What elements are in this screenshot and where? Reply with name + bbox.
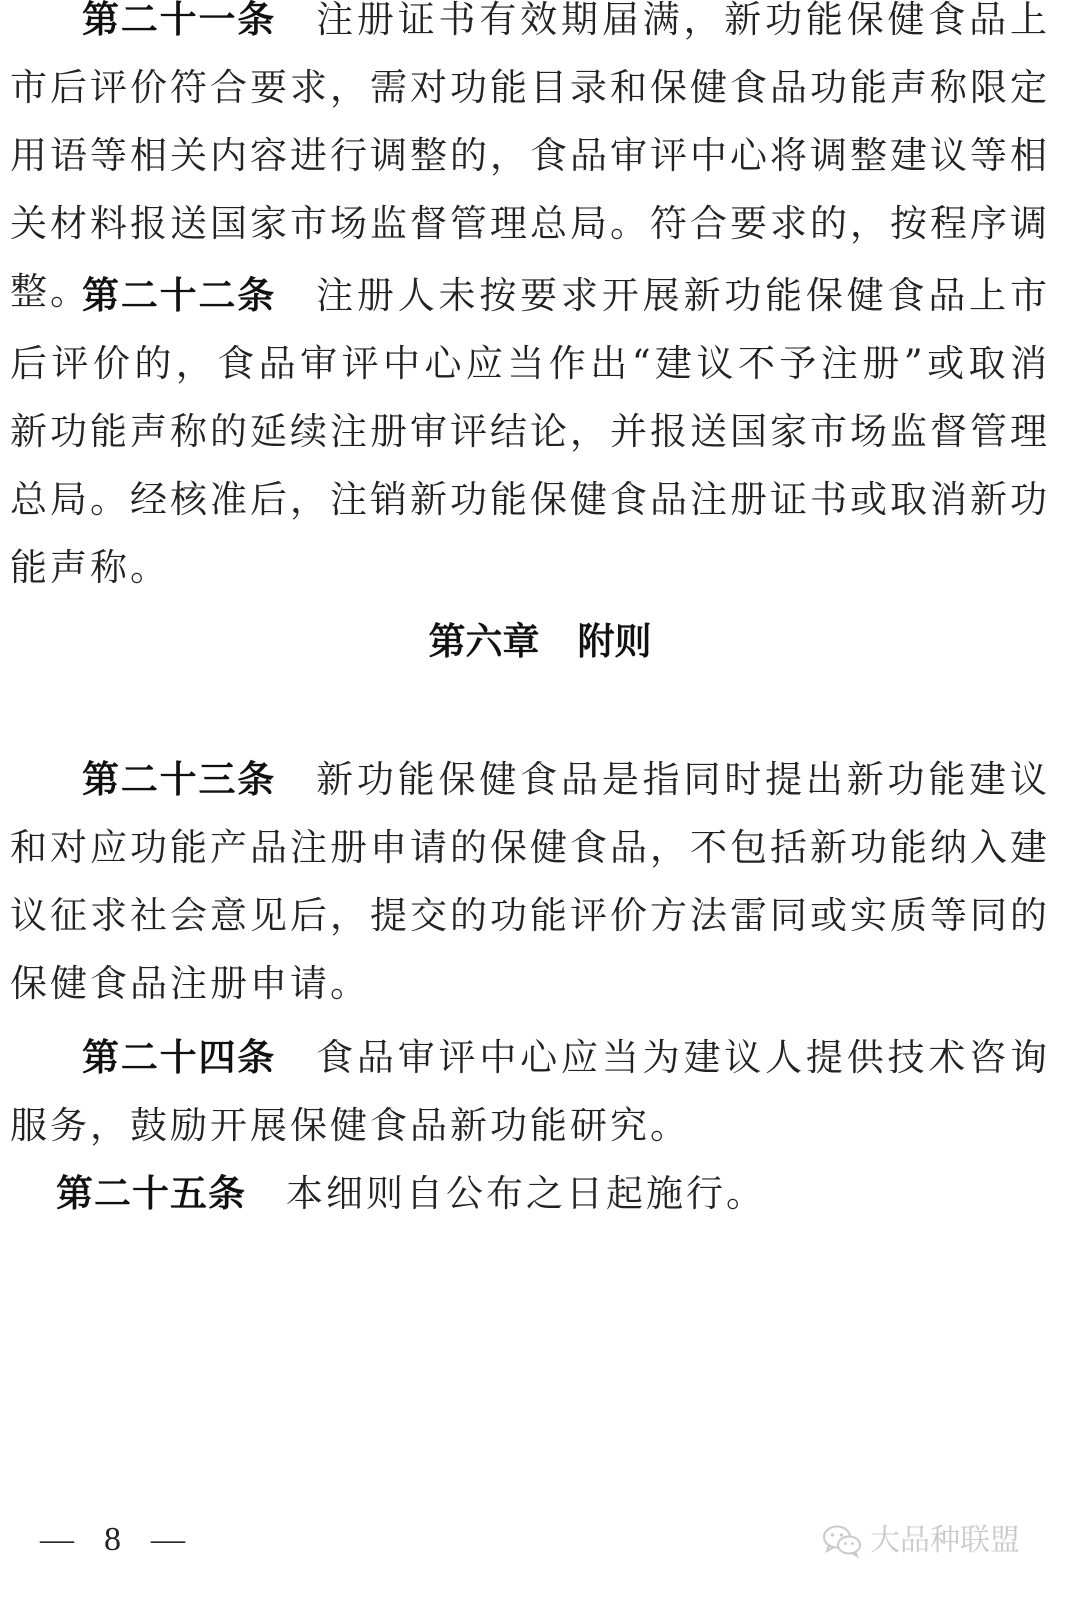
article-text: 本细则自公布之日起施行。	[286, 1172, 766, 1215]
article-number: 第二十五条	[56, 1172, 246, 1215]
chapter-title: 附则	[577, 620, 652, 663]
chapter-heading	[0, 614, 1080, 670]
article-text: 食品审评中心应当为建议人提供技术咨询服务，鼓励开展保健食品新功能研究。	[10, 1036, 1051, 1147]
page-number: 8	[104, 1521, 121, 1558]
article-number: 第二十一条	[82, 0, 277, 41]
article-23	[10, 746, 1050, 1018]
article-22	[10, 262, 1050, 602]
footer-dash-right: —	[151, 1521, 185, 1558]
article-number: 第二十二条	[82, 274, 277, 317]
article-24	[10, 1024, 1050, 1160]
chapter-number: 第六章	[428, 620, 540, 663]
article-number: 第二十四条	[82, 1036, 277, 1079]
article-text: 注册证书有效期届满，新功能保健食品上市后评价符合要求，需对功能目录和保健食品功能声称限定用语等相关内容进行调整的，食品审评中心将调整建议等相关材料报送国家市场监督管理总局。符合要求的，按程序调整。	[10, 0, 1051, 313]
watermark-text: 大品种联盟	[870, 1523, 1020, 1558]
article-number: 第二十三条	[82, 758, 277, 801]
footer-dash-left: —	[40, 1521, 74, 1558]
article-25	[10, 1160, 1050, 1228]
article-text: 注册人未按要求开展新功能保健食品上市后评价的，食品审评中心应当作出“建议不予注册”或取消新功能声称的延续注册审评结论，并报送国家市场监督管理总局。经核准后，注销新功能保健食品注册证书或取消新功能声称。	[10, 274, 1051, 589]
page-number-footer	[40, 1520, 215, 1560]
article-text: 新功能保健食品是指同时提出新功能建议和对应功能产品注册申请的保健食品，不包括新功能纳入建议征求社会意见后，提交的功能评价方法雷同或实质等同的保健食品注册申请。	[10, 758, 1051, 1005]
wechat-icon	[822, 1524, 862, 1558]
watermark	[822, 1524, 1020, 1558]
